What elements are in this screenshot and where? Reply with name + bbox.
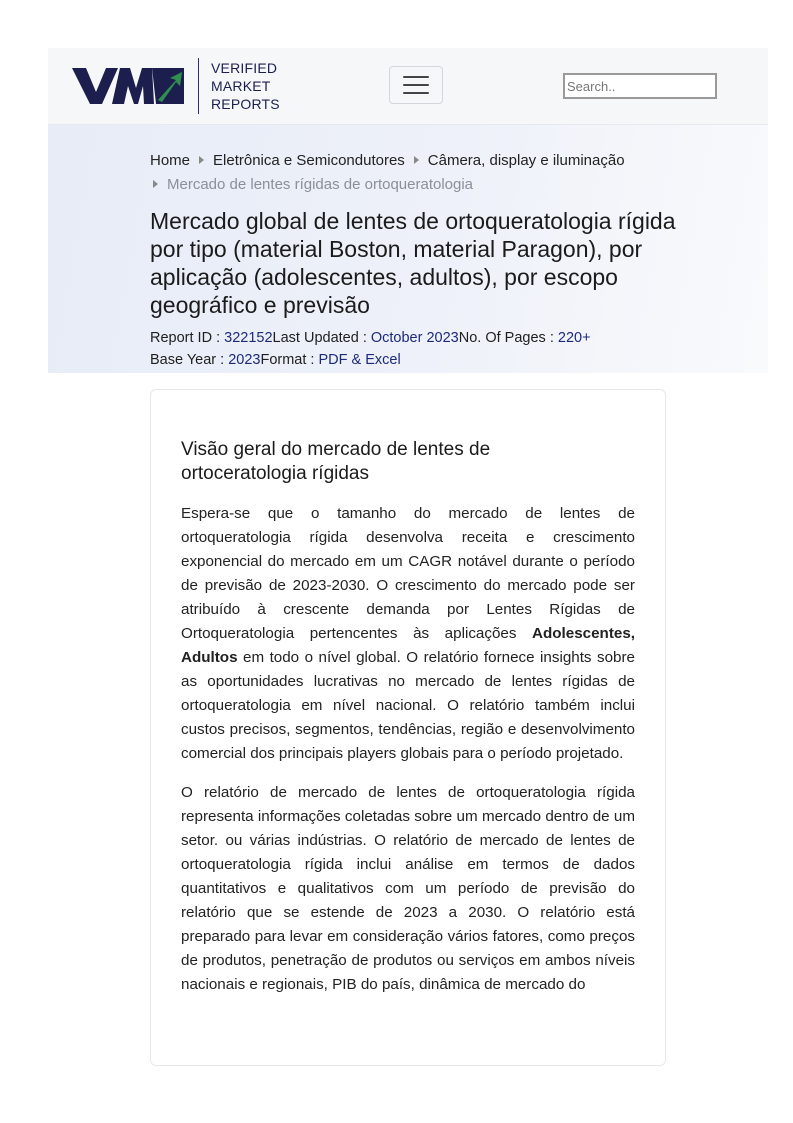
last-updated-label: Last Updated : (272, 330, 371, 346)
menu-toggle-button[interactable] (389, 66, 443, 104)
overview-paragraph-1 (181, 502, 635, 767)
breadcrumb-electronics[interactable]: Eletrônica e Semicondutores (213, 152, 405, 169)
logo-word-reports: REPORTS (211, 96, 280, 112)
base-year-value: 2023 (228, 352, 261, 368)
logo-divider (198, 58, 199, 114)
hamburger-icon (403, 76, 429, 78)
site-logo[interactable] (72, 60, 280, 112)
vmr-logo-icon (72, 66, 184, 106)
p1-text-end: em todo o nível global. O relatório fornece insights sobre as oportunidades lucrativas no mercado de lentes rígidas de ortoqueratologia em nível nacional. O relatório também inclui custos precisos, segmentos, tendências, região e desenvolvimento comercial dos principais players globais para o período projetado. (181, 649, 635, 763)
breadcrumb-home[interactable]: Home (150, 152, 191, 169)
chevron-right-icon (199, 156, 204, 164)
logo-word-market: MARKET (211, 78, 271, 94)
hamburger-icon (403, 84, 429, 86)
search-input[interactable] (563, 73, 717, 99)
chevron-right-icon (153, 180, 158, 188)
overview-paragraph-2: O relatório de mercado de lentes de ortoqueratologia rígida representa informações coletadas sobre um mercado dentro de um setor. ou várias indústrias. O relatório de mercado de lentes de ortoqueratologia rígida inclui análise em termos de dados quantitativos e qualitativos com um período de previsão do relatório que se estende de 2023 a 2030. O relatório está preparado para levar em consideração vários fatores, como preços de produtos, penetração de produtos ou serviços em ambos níveis nacionais e regionais, PIB do país, dinâmica de mercado do (181, 783, 635, 993)
p1-applications: Adolescentes, Adultos (181, 625, 635, 667)
hamburger-icon (403, 92, 429, 94)
page-title: Mercado global de lentes de ortoqueratologia rígida por tipo (material Boston, material Paragon), por aplicação (adolescentes, adultos), por escopo geográfico e previsão (150, 208, 676, 318)
overview-heading: Visão geral do mercado de lentes de ortoceratologia rígidas (181, 439, 491, 484)
overview-body (181, 502, 635, 1011)
logo-word-verified: VERIFIED (211, 60, 278, 76)
report-hero (48, 125, 768, 373)
report-id-label: Report ID : (150, 330, 225, 346)
p1-text-start: Espera-se que o tamanho do mercado de lentes de ortoqueratologia rígida desenvolva receita e crescimento exponencial do mercado em um CAGR notável durante o período de previsão de 2023-2030. O crescimento do mercado pode ser atribuído à crescente demanda por Lentes Rígidas de Ortoqueratologia pertencentes às aplicações (181, 505, 635, 643)
format-label: Format : (260, 352, 319, 368)
chevron-right-icon (414, 156, 419, 164)
base-year-label: Base Year : (150, 352, 229, 368)
logo-text (211, 59, 280, 113)
breadcrumb (150, 149, 690, 197)
format-value: PDF & Excel (318, 352, 401, 368)
last-updated-value: October 2023 (370, 330, 459, 346)
report-id-value: 322152 (224, 330, 273, 346)
breadcrumb-current: Mercado de lentes rígidas de ortoqueratologia (167, 176, 474, 193)
report-meta (150, 327, 670, 371)
overview-card (150, 389, 666, 1066)
pages-value: 220+ (557, 330, 591, 346)
pages-label: No. Of Pages : (458, 330, 558, 346)
breadcrumb-camera-display[interactable]: Câmera, display e iluminação (427, 152, 625, 169)
site-header (48, 48, 768, 125)
